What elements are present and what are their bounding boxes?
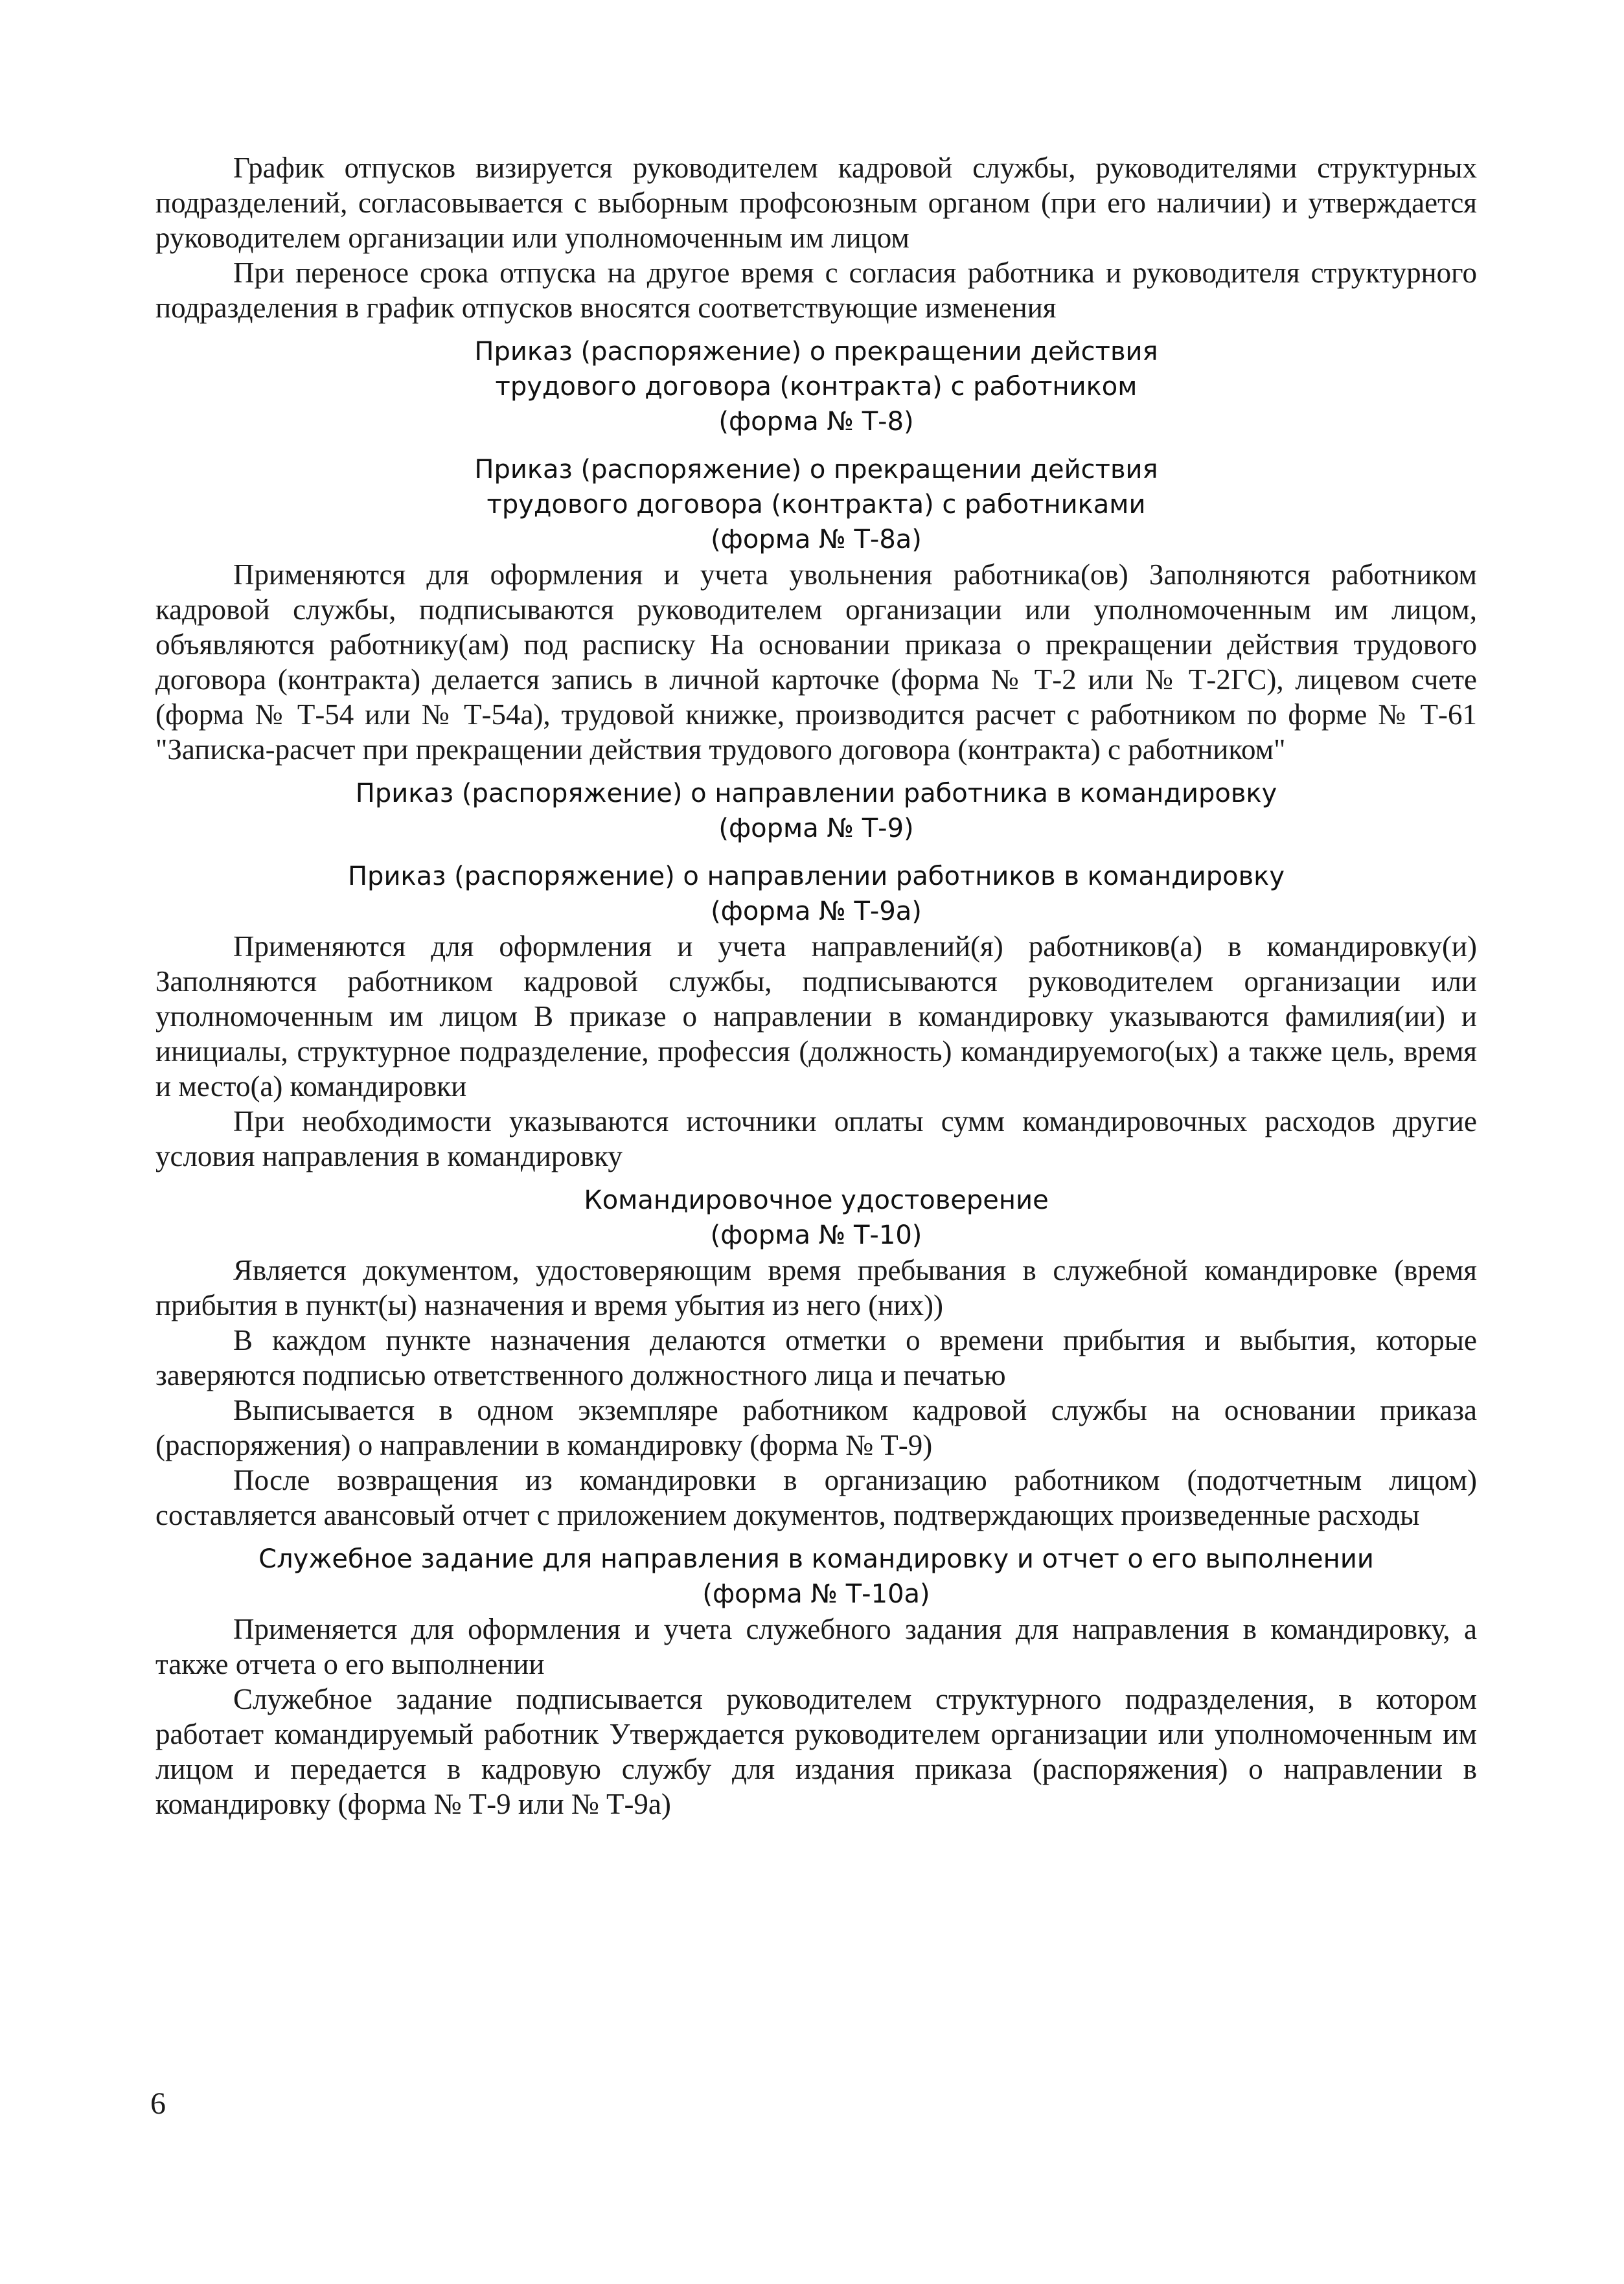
heading-line: (форма № Т-9а) [711, 896, 922, 926]
heading-line: (форма № Т-10а) [702, 1579, 930, 1609]
paragraph: После возвращения из командировки в организацию работником (подотчетным лицом) составляется авансовый отчет с приложением документов, подтверждающих произведенные расходы [155, 1464, 1477, 1531]
heading-line: Приказ (распоряжение) о прекращении действия [474, 337, 1158, 367]
paragraph: Применяются для оформления и учета направлений(я) работников(а) в командировку(и) Заполняются работником кадровой службы, подписываются руководителем организации или уполномоченным им лицом В приказе о направлении в командировку указываются фамилия(ии) и инициалы, структурное подразделение, профессия (должность) командируемого(ых) а также цель, время и место(а) командировки [155, 930, 1477, 1102]
paragraph: Применяется для оформления и учета служебного задания для направления в командировку, а также отчета о его выполнении [155, 1613, 1477, 1680]
paragraph: При необходимости указываются источники оплаты сумм командировочных расходов другие условия направления в командировку [155, 1105, 1477, 1172]
section-heading-t9 [155, 776, 1477, 846]
section-heading-t10a [155, 1542, 1477, 1612]
document-page [155, 150, 1477, 1821]
heading-line: (форма № Т-10) [710, 1220, 922, 1250]
paragraph: График отпусков визируется руководителем кадровой службы, руководителями структурных подразделений, согласовывается с выборным профсоюзным органом (при его наличии) и утверждается руководителем организации или уполномоченным им лицом [155, 152, 1477, 254]
paragraph: Является документом, удостоверяющим время пребывания в служебной командировке (время прибытия в пункт(ы) назначения и время убытия из него (них)) [155, 1254, 1477, 1321]
heading-line: Служебное задание для направления в командировку и отчет о его выполнении [258, 1544, 1374, 1574]
heading-line: Приказ (распоряжение) о направлении работников в командировку [347, 862, 1285, 891]
section-heading-t10 [155, 1183, 1477, 1253]
paragraph: Служебное задание подписывается руководителем структурного подразделения, в котором работает командируемый работник Утверждается руководителем организации или уполномоченным им лицом и передается в кадровую службу для издания приказа (распоряжения) о направлении в командировку (форма № Т-9 или № Т-9а) [155, 1683, 1477, 1820]
section-heading-t9a [155, 859, 1477, 929]
paragraph: При переносе срока отпуска на другое время с согласия работника и руководителя структурного подразделения в график отпусков вносятся соответствующие изменения [155, 257, 1477, 324]
heading-line: Командировочное удостоверение [584, 1185, 1049, 1215]
section-heading-t8 [155, 334, 1477, 439]
heading-line: (форма № Т-9) [718, 814, 914, 843]
paragraph: Применяются для оформления и учета увольнения работника(ов) Заполняются работником кадровой службы, подписываются руководителем организации или уполномоченным им лицом, объявляются работнику(ам) под расписку На основании приказа о прекращении действия трудового договора (контракта) делается запись в личной карточке (форма № Т-2 или № Т-2ГС), лицевом счете (форма № Т-54 или № Т-54а), трудовой книжке, производится расчет с работником по форме № Т-61 "Записка-расчет при прекращении действия трудового договора (контракта) с работником" [155, 558, 1477, 766]
heading-line: (форма № Т-8) [718, 407, 914, 437]
section-heading-t8a [155, 452, 1477, 557]
heading-line: трудового договора (контракта) с работниками [486, 490, 1146, 520]
heading-line: (форма № Т-8а) [711, 525, 922, 554]
heading-line: трудового договора (контракта) с работником [495, 372, 1138, 402]
paragraph: В каждом пункте назначения делаются отметки о времени прибытия и выбытия, которые заверяются подписью ответственного должностного лица и печатью [155, 1324, 1477, 1391]
paragraph: Выписывается в одном экземпляре работником кадровой службы на основании приказа (распоряжения) о направлении в командировку (форма № Т-9) [155, 1394, 1477, 1461]
heading-line: Приказ (распоряжение) о прекращении действия [474, 455, 1158, 485]
heading-line: Приказ (распоряжение) о направлении работника в командировку [355, 779, 1277, 808]
page-number: 6 [150, 2086, 166, 2121]
